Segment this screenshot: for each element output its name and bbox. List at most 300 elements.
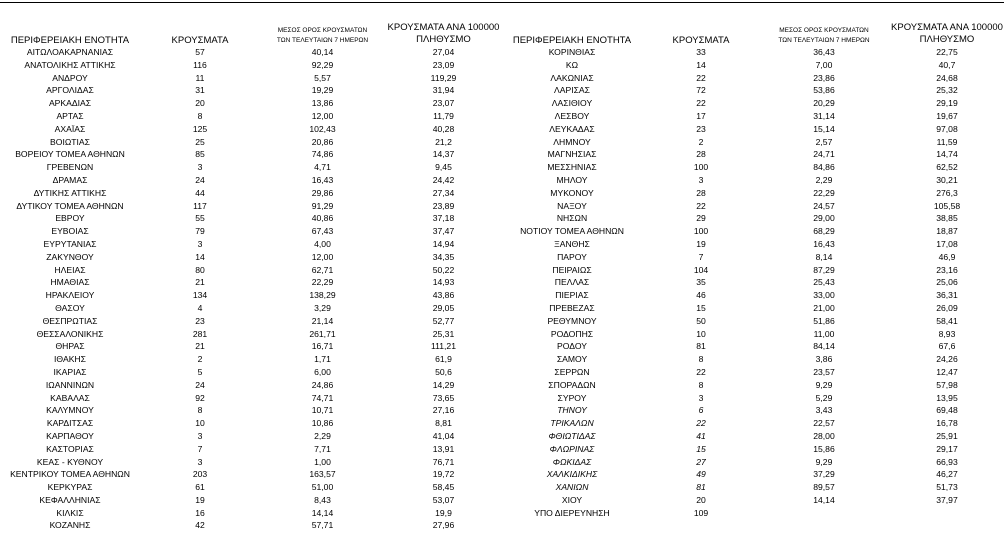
region-cell: ΠΡΕΒΕΖΑΣ (549, 302, 595, 313)
per100k-cell: 62,52 (936, 162, 958, 173)
region-cell: ΝΟΤΙΟΥ ΤΟΜΕΑ ΑΘΗΝΩΝ (520, 226, 624, 237)
per100k-cell: 43,86 (432, 290, 455, 301)
cases-cell: 21 (195, 277, 205, 288)
per100k-cell: 37,47 (432, 226, 455, 237)
table-row (0, 72, 502, 85)
avg7-cell: 29,00 (813, 213, 835, 224)
cases-cell: 15 (696, 443, 706, 454)
cases-cell: 19 (195, 494, 205, 505)
cases-cell: 8 (197, 110, 203, 121)
cases-cell: 92 (195, 392, 205, 403)
region-cell: ΑΡΚΑΔΙΑΣ (48, 98, 92, 109)
region-cell: ΙΚΑΡΙΑΣ (53, 366, 87, 377)
region-cell: ΚΕΝΤΡΙΚΟΥ ΤΟΜΕΑ ΑΘΗΝΩΝ (10, 469, 130, 480)
table-row (502, 494, 1006, 507)
region-cell: ΠΕΙΡΑΙΩΣ (552, 264, 592, 275)
region-cell: ΑΧΑΪΑΣ (54, 123, 86, 134)
avg7-cell: 6,00 (314, 366, 331, 377)
table-row (0, 481, 502, 494)
region-cell: ΧΑΝΙΩΝ (555, 482, 589, 493)
region-cell: ΛΕΥΚΑΔΑΣ (549, 123, 595, 134)
avg7-cell: 84,86 (813, 162, 835, 173)
cases-cell: 116 (193, 59, 207, 70)
per100k-cell: 40,28 (432, 123, 455, 134)
table-row (0, 456, 502, 469)
cases-cell: 22 (696, 418, 706, 429)
avg7-cell: 89,57 (813, 482, 835, 493)
region-cell: ΜΗΛΟΥ (556, 174, 588, 185)
left-table (0, 22, 502, 532)
cases-cell: 117 (193, 200, 207, 211)
region-cell: ΦΛΩΡΙΝΑΣ (549, 443, 595, 454)
avg7-cell: 74,71 (311, 392, 334, 403)
avg7-cell: 11,00 (813, 328, 835, 339)
table-row (0, 340, 502, 353)
table-row (0, 84, 502, 97)
per100k-cell: 19,9 (435, 507, 452, 518)
cases-cell: 8 (698, 354, 704, 365)
avg7-cell: 1,71 (314, 354, 331, 365)
region-cell: ΚΑΒΑΛΑΣ (50, 392, 90, 403)
table-row (0, 123, 502, 136)
per100k-cell: 16,78 (936, 418, 958, 429)
region-cell: ΚΑΛΥΜΝΟΥ (46, 405, 94, 416)
avg7-cell: 22,29 (813, 187, 835, 198)
header-per100k (888, 22, 1006, 46)
avg7-cell: 10,86 (311, 418, 334, 429)
cases-cell: 22 (696, 98, 706, 109)
per100k-cell: 76,71 (432, 456, 455, 467)
header-per100k-line1: ΚΡΟΥΣΜΑΤΑ ΑΝΑ 100000 (387, 22, 500, 33)
avg7-cell: 2,29 (815, 174, 833, 185)
region-cell: ΥΠΟ ΔΙΕΡΕΥΝΗΣΗ (534, 507, 610, 518)
avg7-cell: 20,29 (813, 98, 835, 109)
avg7-cell: 21,14 (311, 315, 334, 326)
table-row (0, 443, 502, 456)
table-row (502, 136, 1006, 149)
avg7-cell: 23,86 (813, 72, 835, 83)
per100k-cell: 41,04 (432, 430, 455, 441)
cases-cell: 79 (195, 226, 205, 237)
region-cell: ΖΑΚΥΝΘΟΥ (46, 251, 94, 262)
cases-cell: 85 (195, 149, 205, 160)
table-row (502, 289, 1006, 302)
cases-cell: 72 (696, 85, 706, 96)
table-row (502, 417, 1006, 430)
table-row (502, 264, 1006, 277)
avg7-cell: 15,86 (813, 443, 835, 454)
table-row (502, 315, 1006, 328)
cases-cell: 46 (696, 290, 706, 301)
avg7-cell: 3,43 (815, 405, 833, 416)
per100k-cell: 24,68 (936, 72, 958, 83)
table-row (0, 328, 502, 341)
region-cell: ΣΥΡΟΥ (557, 392, 587, 403)
table-row (502, 366, 1006, 379)
per100k-cell: 14,93 (432, 277, 455, 288)
cases-cell: 27 (696, 456, 706, 467)
header-avg7-line1: ΜΕΣΟΣ ΟΡΟΣ ΚΡΟΥΣΜΑΤΩΝ (779, 27, 869, 34)
avg7-cell: 12,00 (311, 110, 334, 121)
cases-cell: 22 (696, 72, 706, 83)
region-cell: ΡΕΘΥΜΝΟΥ (547, 315, 597, 326)
cases-cell: 28 (696, 187, 706, 198)
region-cell: ΡΟΔΟΥ (557, 341, 587, 352)
table-row (502, 148, 1006, 161)
avg7-cell: 9,29 (815, 379, 833, 390)
per100k-cell: 67,6 (938, 341, 956, 352)
region-cell: ΚΕΦΑΛΛΗΝΙΑΣ (39, 494, 101, 505)
avg7-cell: 5,29 (815, 392, 833, 403)
cases-cell: 3 (197, 430, 203, 441)
table-row (502, 353, 1006, 366)
avg7-cell: 163,57 (309, 469, 336, 480)
cases-cell: 20 (195, 98, 205, 109)
avg7-cell: 10,71 (311, 405, 334, 416)
cases-cell: 23 (195, 315, 205, 326)
per100k-cell: 9,45 (435, 162, 452, 173)
table-row (502, 481, 1006, 494)
avg7-cell: 28,00 (813, 430, 835, 441)
table-row (502, 123, 1006, 136)
per100k-cell: 23,16 (936, 264, 958, 275)
region-cell: ΤΗΝΟΥ (557, 405, 587, 416)
region-cell: ΝΗΣΩΝ (556, 213, 588, 224)
per100k-cell: 58,45 (432, 482, 455, 493)
per100k-cell: 37,18 (432, 213, 455, 224)
per100k-cell: 11,79 (433, 110, 454, 121)
region-cell: ΘΕΣΠΡΩΤΙΑΣ (42, 315, 98, 326)
cases-cell: 6 (698, 405, 704, 416)
per100k-cell: 61,9 (435, 354, 452, 365)
table-row (502, 84, 1006, 97)
table-row (0, 276, 502, 289)
table-row (502, 97, 1006, 110)
cases-cell: 5 (197, 366, 203, 377)
cases-cell: 35 (696, 277, 706, 288)
per100k-cell: 13,95 (936, 392, 958, 403)
per100k-cell: 21,2 (435, 136, 452, 147)
region-cell: ΣΠΟΡΑΔΩΝ (548, 379, 596, 390)
per100k-cell: 29,17 (936, 443, 958, 454)
cases-cell: 44 (195, 187, 205, 198)
cases-cell: 41 (696, 430, 706, 441)
avg7-cell: 19,29 (311, 85, 334, 96)
region-cell: ΓΡΕΒΕΝΩΝ (46, 162, 94, 173)
per100k-cell: 111,21 (430, 341, 456, 352)
region-cell: ΘΗΡΑΣ (55, 341, 85, 352)
avg7-cell: 9,29 (815, 456, 833, 467)
region-cell: ΚΑΣΤΟΡΙΑΣ (46, 443, 94, 454)
table-row (0, 148, 502, 161)
avg7-cell: 21,00 (813, 302, 835, 313)
region-cell: ΝΑΞΟΥ (557, 200, 587, 211)
avg7-cell: 24,86 (311, 379, 334, 390)
table-row (0, 264, 502, 277)
avg7-cell: 16,43 (813, 238, 835, 249)
cases-cell: 281 (192, 328, 208, 339)
header-per100k-line2: ΠΛΗΘΥΣΜΟ (919, 34, 975, 45)
region-cell: ΕΒΡΟΥ (55, 213, 85, 224)
cases-cell: 8 (197, 405, 203, 416)
table-row (0, 379, 502, 392)
per100k-cell: 119,29 (430, 72, 457, 83)
avg7-cell: 62,71 (311, 264, 334, 275)
avg7-cell: 51,86 (813, 315, 835, 326)
cases-cell: 2 (197, 354, 203, 365)
table-row (0, 430, 502, 443)
per100k-cell: 58,41 (936, 315, 958, 326)
region-cell: ΚΑΡΠΑΘΟΥ (46, 430, 94, 441)
region-cell: ΑΡΓΟΛΙΔΑΣ (46, 85, 94, 96)
table-row (0, 353, 502, 366)
region-cell: ΛΑΚΩΝΙΑΣ (550, 72, 594, 83)
cases-cell: 81 (696, 341, 706, 352)
cases-cell: 16 (195, 507, 205, 518)
region-cell: ΚΩ (565, 59, 579, 70)
avg7-cell: 23,57 (813, 366, 835, 377)
table-row (0, 97, 502, 110)
cases-cell: 24 (195, 379, 205, 390)
per100k-cell: 37,97 (936, 494, 958, 505)
per100k-cell: 14,37 (432, 149, 455, 160)
per100k-cell: 50,22 (432, 264, 455, 275)
table-row (0, 417, 502, 430)
cases-cell: 50 (696, 315, 706, 326)
table-row (0, 392, 502, 405)
cases-cell: 104 (693, 264, 709, 275)
avg7-cell: 8,43 (314, 494, 331, 505)
per100k-cell: 51,73 (936, 482, 958, 493)
cases-cell: 14 (195, 251, 205, 262)
table-row (0, 404, 502, 417)
region-cell: ΞΑΝΘΗΣ (554, 238, 590, 249)
region-cell: ΠΕΛΛΑΣ (554, 277, 590, 288)
per100k-cell: 27,96 (432, 520, 455, 531)
avg7-cell: 3,86 (815, 354, 833, 365)
header-avg7-line2: ΤΩΝ ΤΕΛΕΥΤΑΙΩΝ 7 ΗΜΕΡΩΝ (276, 37, 369, 44)
cases-cell: 21 (195, 341, 205, 352)
header-avg7 (760, 22, 888, 46)
cases-cell: 3 (197, 162, 203, 173)
left-table-body (0, 46, 502, 532)
avg7-cell: 7,71 (314, 443, 331, 454)
avg7-cell: 16,43 (311, 174, 334, 185)
per100k-cell: 38,85 (936, 213, 958, 224)
per100k-cell: 25,32 (936, 85, 958, 96)
table-row (0, 110, 502, 123)
per100k-cell: 53,07 (432, 494, 455, 505)
region-cell: ΛΑΣΙΘΙΟΥ (551, 98, 593, 109)
cases-cell: 19 (696, 238, 706, 249)
per100k-cell: 19,72 (432, 469, 455, 480)
table-row (0, 289, 502, 302)
region-cell: ΘΕΣΣΑΛΟΝΙΚΗΣ (36, 328, 104, 339)
table-row (502, 59, 1006, 72)
per100k-cell: 11,59 (936, 136, 958, 147)
table-row (502, 110, 1006, 123)
avg7-cell: 4,00 (314, 238, 331, 249)
avg7-cell: 36,43 (813, 47, 835, 57)
cases-cell: 22 (696, 366, 706, 377)
avg7-cell: 40,86 (311, 213, 334, 224)
cases-cell: 61 (195, 482, 205, 493)
right-header-row (502, 22, 1006, 46)
per100k-cell: 52,77 (432, 315, 455, 326)
avg7-cell: 2,29 (314, 430, 331, 441)
per100k-cell: 73,65 (432, 392, 455, 403)
per100k-cell: 276,3 (936, 187, 958, 198)
table-row (502, 276, 1006, 289)
avg7-cell: 67,43 (311, 226, 334, 237)
cases-cell: 22 (696, 200, 706, 211)
table-row (0, 302, 502, 315)
avg7-cell: 68,29 (813, 226, 835, 237)
avg7-cell: 25,43 (813, 277, 835, 288)
avg7-cell: 4,71 (314, 162, 331, 173)
cases-cell: 4 (197, 302, 203, 313)
table-row (0, 238, 502, 251)
per100k-cell: 22,75 (936, 47, 958, 57)
cases-cell: 17 (696, 110, 706, 121)
avg7-cell: 51,00 (311, 482, 334, 493)
table-row (0, 200, 502, 213)
per100k-cell: 14,94 (432, 238, 455, 249)
table-row (0, 161, 502, 174)
avg7-cell: 37,29 (813, 469, 835, 480)
cases-cell: 10 (696, 328, 706, 339)
header-avg7 (260, 22, 385, 46)
per100k-cell: 46,27 (936, 469, 958, 480)
table-row (0, 46, 502, 59)
per100k-cell: 40,7 (938, 59, 956, 70)
avg7-cell: 20,86 (311, 136, 334, 147)
per100k-cell: 8,81 (435, 418, 452, 429)
region-cell: ΣΑΜΟΥ (556, 354, 588, 365)
per100k-cell: 30,21 (936, 174, 958, 185)
table-row (0, 315, 502, 328)
region-cell: ΙΩΑΝΝΙΝΩΝ (45, 379, 95, 390)
cases-cell: 42 (195, 520, 205, 531)
region-cell: ΠΑΡΟΥ (557, 251, 587, 262)
region-cell: ΧΑΛΚΙΔΙΚΗΣ (546, 469, 598, 480)
header-avg7-line2: ΤΩΝ ΤΕΛΕΥΤΑΙΩΝ 7 ΗΜΕΡΩΝ (778, 37, 870, 44)
avg7-cell: 12,00 (311, 251, 334, 262)
avg7-cell: 8,14 (815, 251, 833, 262)
cases-cell: 33 (696, 47, 706, 57)
region-cell: ΛΗΜΝΟΥ (553, 136, 591, 147)
region-cell: ΦΩΚΙΔΑΣ (552, 456, 592, 467)
avg7-cell: 53,86 (813, 85, 835, 96)
region-cell: ΔΥΤΙΚΟΥ ΤΟΜΕΑ ΑΘΗΝΩΝ (16, 200, 124, 211)
region-cell: ΚΟΖΑΝΗΣ (49, 520, 91, 531)
table-row (502, 212, 1006, 225)
region-cell: ΗΡΑΚΛΕΙΟΥ (45, 290, 95, 301)
per100k-cell: 23,09 (432, 59, 455, 70)
table-row (0, 251, 502, 264)
per100k-cell: 8,93 (938, 328, 956, 339)
region-cell: ΒΟΡΕΙΟΥ ΤΟΜΕΑ ΑΘΗΝΩΝ (15, 149, 125, 160)
per100k-cell: 66,93 (936, 456, 958, 467)
per100k-cell: 18,87 (936, 226, 958, 237)
header-per100k-line2: ΠΛΗΘΥΣΜΟ (416, 34, 471, 45)
per100k-cell: 27,34 (432, 187, 455, 198)
table-row (0, 468, 502, 481)
per100k-cell: 12,47 (936, 366, 958, 377)
region-cell: ΑΡΤΑΣ (56, 110, 84, 121)
per100k-cell: 25,31 (432, 328, 455, 339)
per100k-cell: 17,08 (936, 238, 958, 249)
per100k-cell: 50,6 (435, 366, 452, 377)
cases-cell: 134 (192, 290, 208, 301)
region-cell: ΑΝΔΡΟΥ (52, 72, 88, 83)
cases-cell: 15 (696, 302, 706, 313)
per100k-cell: 23,07 (432, 98, 455, 109)
region-cell: ΔΥΤΙΚΗΣ ΑΤΤΙΚΗΣ (33, 187, 107, 198)
avg7-cell: 24,57 (813, 200, 835, 211)
region-cell: ΕΥΒΟΙΑΣ (51, 226, 89, 237)
table-row (502, 302, 1006, 315)
table-row (502, 200, 1006, 213)
per100k-cell: 24,42 (432, 174, 455, 185)
avg7-cell: 84,14 (813, 341, 835, 352)
region-cell: ΗΜΑΘΙΑΣ (50, 277, 90, 288)
avg7-cell: 40,14 (311, 47, 334, 57)
avg7-cell: 15,14 (813, 123, 835, 134)
avg7-cell: 31,14 (813, 110, 835, 121)
table-row (502, 187, 1006, 200)
avg7-cell: 138,29 (309, 290, 336, 301)
region-cell: ΑΙΤΩΛΟΑΚΑΡΝΑΝΙΑΣ (26, 47, 114, 57)
avg7-cell: 92,29 (311, 59, 334, 70)
per100k-cell: 19,67 (936, 110, 958, 121)
cases-cell: 100 (693, 162, 709, 173)
cases-cell: 57 (195, 47, 205, 57)
per100k-cell: 13,91 (432, 443, 455, 454)
avg7-cell: 74,86 (311, 149, 334, 160)
table-row (0, 507, 502, 520)
per100k-cell: 29,05 (432, 302, 455, 313)
table-row (502, 507, 1006, 520)
table-row (0, 212, 502, 225)
cases-cell: 3 (197, 456, 203, 467)
region-cell: ΠΙΕΡΙΑΣ (555, 290, 589, 301)
avg7-cell: 16,71 (311, 341, 334, 352)
per100k-cell: 46,9 (938, 251, 956, 262)
cases-cell: 23 (696, 123, 706, 134)
avg7-cell: 33,00 (813, 290, 835, 301)
avg7-cell: 14,14 (813, 494, 835, 505)
per100k-cell: 24,26 (936, 354, 958, 365)
region-cell: ΕΥΡΥΤΑΝΙΑΣ (43, 238, 97, 249)
per100k-cell: 69,48 (936, 405, 958, 416)
avg7-cell: 22,57 (813, 418, 835, 429)
avg7-cell: 24,71 (813, 149, 835, 160)
left-header-row (0, 22, 502, 46)
cases-cell: 14 (696, 59, 706, 70)
cases-cell: 81 (696, 482, 706, 493)
table-row (502, 468, 1006, 481)
per100k-cell: 25,06 (936, 277, 958, 288)
table-row (502, 72, 1006, 85)
region-cell: ΑΝΑΤΟΛΙΚΗΣ ΑΤΤΙΚΗΣ (24, 59, 116, 70)
cases-cell: 3 (197, 238, 203, 249)
table-row (502, 46, 1006, 59)
cases-cell: 49 (696, 469, 706, 480)
avg7-cell: 13,86 (311, 98, 334, 109)
header-cases: ΚΡΟΥΣΜΑΤΑ (672, 35, 730, 46)
region-cell: ΚΟΡΙΝΘΙΑΣ (548, 47, 596, 57)
